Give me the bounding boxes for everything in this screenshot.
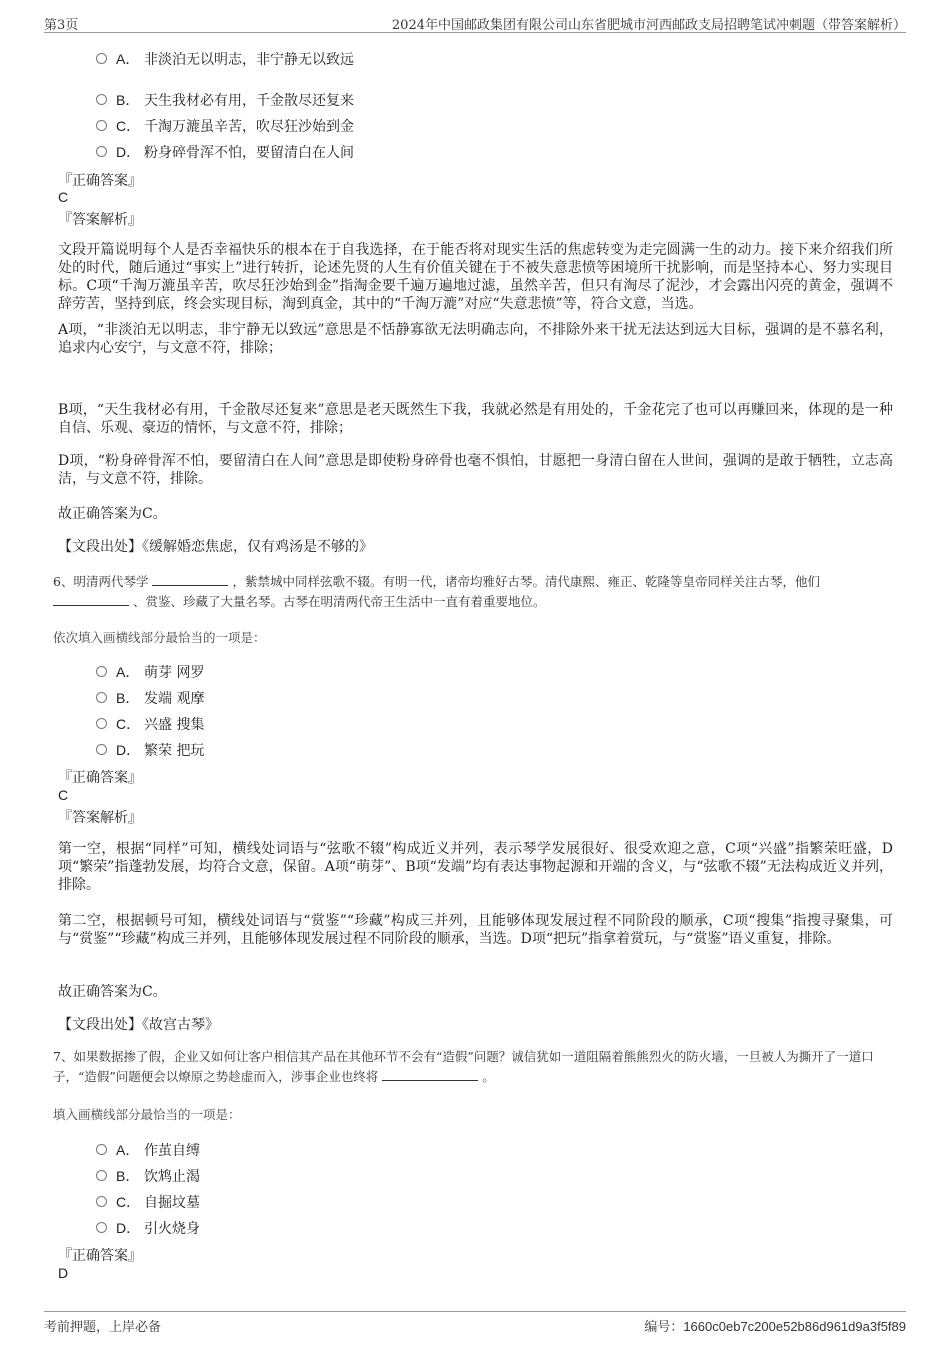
fill-blank bbox=[152, 573, 228, 586]
q6-answer-label: 『正确答案』 bbox=[58, 770, 142, 786]
q6-option-c[interactable]: C． 兴盛 搜集 bbox=[96, 714, 696, 734]
radio-icon[interactable] bbox=[96, 1222, 107, 1233]
q7-option-b[interactable]: B． 饮鸩止渴 bbox=[96, 1166, 696, 1186]
q7-option-c[interactable]: C． 自掘坟墓 bbox=[96, 1192, 696, 1212]
q6-option-b[interactable]: B． 发端 观摩 bbox=[96, 688, 696, 708]
q6-analysis-paragraph: 第二空，根据顿号可知，横线处词语与“赏鉴”“珍藏”构成三并列，且能够体现发展过程不同阶段的顺承，C项“搜集”指搜寻聚集，可与“赏鉴”“珍藏”构成三并列，且能够体现发展过程不同阶段的顺承，当选。D项“把玩”指拿着赏玩，与“赏鉴”语义重复，排除。 bbox=[58, 913, 893, 947]
q7-option-a[interactable]: A． 作茧自缚 bbox=[96, 1140, 696, 1160]
radio-icon[interactable] bbox=[96, 744, 107, 755]
page-footer bbox=[44, 1311, 906, 1338]
q5-option-b[interactable]: B． 天生我材必有用，千金散尽还复来 bbox=[96, 90, 696, 110]
page-header bbox=[44, 12, 906, 33]
radio-icon[interactable] bbox=[96, 666, 107, 677]
q6-option-a[interactable]: A． 萌芽 网罗 bbox=[96, 662, 696, 682]
q5-analysis-paragraph: 文段开篇说明每个人是否幸福快乐的根本在于自我选择，在于能否将对现实生活的焦虑转变为走完圆满一生的动力。接下来介绍我们所处的时代，随后通过“事实上”进行转折，论述先贤的人生有价值关键在于不被失意悲愤等困境所干扰影响，而是坚持本心、努力实现目标。C项“千淘万漉虽辛苦，吹尽狂沙始到金”指淘金要千遍万遍地过滤，虽然辛苦，但只有淘尽了泥沙，才会露出闪亮的黄金，强调不辞劳苦，坚持到底，终会实现目标，淘到真金，其中的“千淘万漉”对应“失意悲愤”等，符合文意，当选。 bbox=[58, 242, 893, 312]
q6-conclusion: 故正确答案为C。 bbox=[58, 984, 167, 1000]
q7-stem: 7、如果数据掺了假，企业又如何让客户相信其产品在其他环节不会有“造假”问题？诚信犹如一道阻隔着熊熊烈火的防火墙，一旦被人为撕开了一道口子，“造假”问题便会以燎原之势趁虚而入，涉事企业也终将 。 bbox=[53, 1049, 874, 1084]
radio-icon[interactable] bbox=[96, 1170, 107, 1181]
radio-icon[interactable] bbox=[96, 53, 107, 64]
q5-answer-label: 『正确答案』 bbox=[58, 173, 142, 189]
fill-blank bbox=[53, 593, 129, 606]
q5-option-d[interactable]: D． 粉身碎骨浑不怕，要留清白在人间 bbox=[96, 142, 696, 162]
q7-option-d[interactable]: D． 引火烧身 bbox=[96, 1218, 696, 1238]
q5-answer: C bbox=[58, 189, 69, 205]
q7-answer: D bbox=[58, 1265, 69, 1281]
footer-slogan: 考前押题，上岸必备 bbox=[44, 1320, 162, 1335]
q5-conclusion: 故正确答案为C。 bbox=[58, 506, 167, 522]
radio-icon[interactable] bbox=[96, 718, 107, 729]
radio-icon[interactable] bbox=[96, 146, 107, 157]
q6-analysis-paragraph: 第一空，根据“同样”可知，横线处词语与“弦歌不辍”构成近义并列，表示琴学发展很好、很受欢迎之意，C项“兴盛”指繁荣旺盛，D项“繁荣”指蓬勃发展，均符合文意，保留。A项“萌芽”、B项“发端”均有表达事物起源和开端的含义，与“弦歌不辍”无法构成近义并列，排除。 bbox=[58, 841, 893, 893]
radio-icon[interactable] bbox=[96, 1144, 107, 1155]
q5-option-c[interactable]: C． 千淘万漉虽辛苦，吹尽狂沙始到金 bbox=[96, 116, 696, 136]
q5-analysis-paragraph: B项，“天生我材必有用，千金散尽还复来”意思是老天既然生下我，我就必然是有用处的，千金花完了也可以再赚回来，体现的是一种自信、乐观、豪迈的情怀，与文意不符，排除； bbox=[58, 402, 893, 436]
q5-analysis-paragraph: D项，“粉身碎骨浑不怕，要留清白在人间”意思是即使粉身碎骨也毫不惧怕，甘愿把一身清白留在人世间，强调的是敢于牺牲，立志高洁，与文意不符，排除。 bbox=[58, 453, 893, 487]
radio-icon[interactable] bbox=[96, 94, 107, 105]
document-title: 2024年中国邮政集团有限公司山东省肥城市河西邮政支局招聘笔试冲刺题（带答案解析） bbox=[391, 18, 906, 33]
radio-icon[interactable] bbox=[96, 120, 107, 131]
q7-prompt: 填入画横线部分最恰当的一项是： bbox=[53, 1107, 241, 1122]
q6-option-d[interactable]: D． 繁荣 把玩 bbox=[96, 740, 696, 760]
q6-source: 【文段出处】《故宫古琴》 bbox=[58, 1017, 219, 1033]
q6-analysis-label: 『答案解析』 bbox=[58, 810, 142, 826]
q5-analysis-label: 『答案解析』 bbox=[58, 212, 142, 228]
radio-icon[interactable] bbox=[96, 692, 107, 703]
fill-blank bbox=[382, 1068, 478, 1081]
radio-icon[interactable] bbox=[96, 1196, 107, 1207]
q5-option-a[interactable]: A． 非淡泊无以明志，非宁静无以致远 bbox=[96, 49, 696, 69]
q5-analysis-paragraph: A项，“非淡泊无以明志，非宁静无以致远”意思是不恬静寡欲无法明确志向，不排除外来干扰无法达到远大目标，强调的是不慕名利，追求内心安宁，与文意不符，排除； bbox=[58, 322, 893, 356]
q6-stem: 6、明清两代琴学 ，紫禁城中同样弦歌不辍。有明一代，诸帝均雅好古琴。清代康熙、雍正、乾隆等皇帝同样关注古琴，他们 、赏鉴、珍藏了大量名琴。古琴在明清两代帝王生活中一直有着重要地位。 bbox=[53, 574, 820, 609]
q7-answer-label: 『正确答案』 bbox=[58, 1248, 142, 1264]
document-code: 编号：1660c0eb7c200e52b86d961d9a3f5f89 bbox=[644, 1319, 906, 1335]
q6-answer: C bbox=[58, 787, 69, 803]
q6-prompt: 依次填入画横线部分最恰当的一项是： bbox=[53, 630, 266, 645]
q5-source: 【文段出处】《缓解婚恋焦虑，仅有鸡汤是不够的》 bbox=[58, 539, 373, 555]
page-number: 第3页 bbox=[44, 18, 79, 33]
